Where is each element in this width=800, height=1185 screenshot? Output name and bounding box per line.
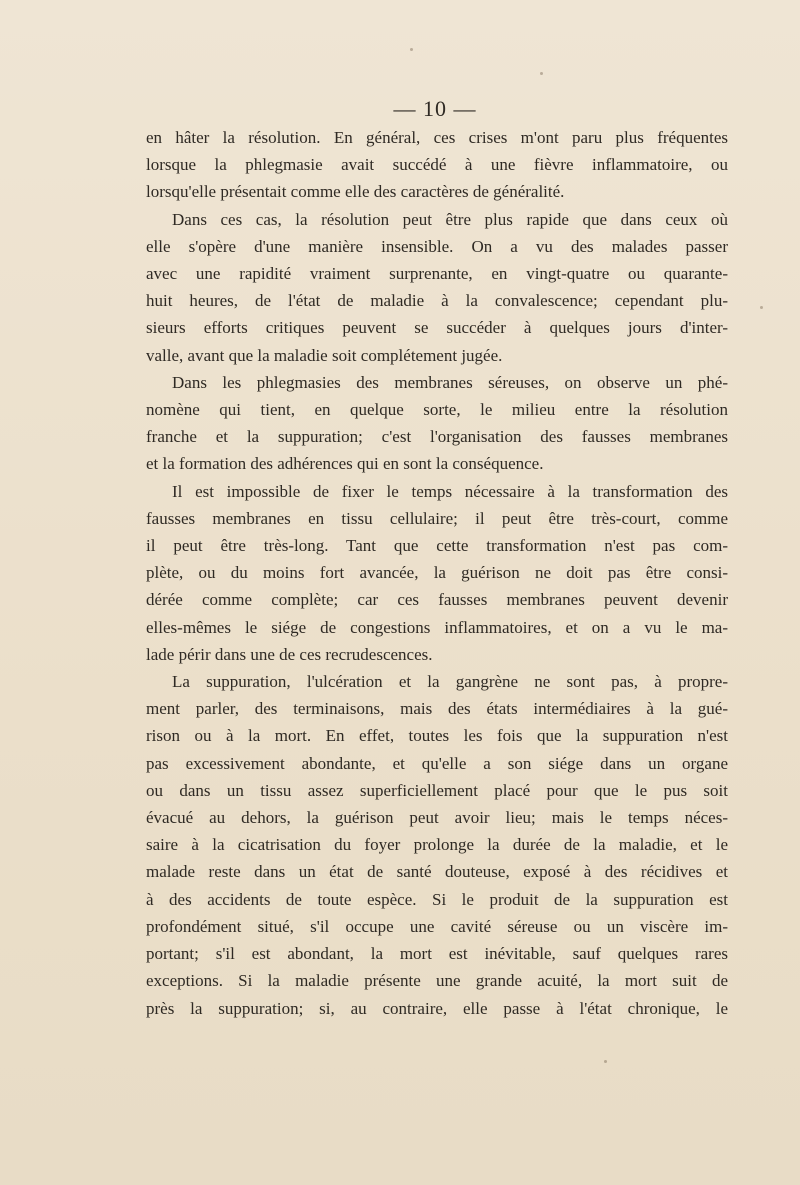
text-line: en hâter la résolution. En général, ces crises m'ont paru plus fréquentes: [146, 128, 728, 147]
text-line: lade périr dans une de ces recrudescences.: [146, 644, 433, 664]
body-text: [146, 124, 728, 1022]
text-line: près la suppuration; si, au contraire, elle passe à l'état chronique, le: [146, 998, 728, 1018]
text-line: Dans les phlegmasies des membranes séreuses, on observe un phé-: [172, 372, 728, 392]
text-line: profondément situé, s'il occupe une cavité séreuse ou un viscère im-: [146, 916, 728, 936]
paper-speck: [540, 72, 543, 75]
page-number: — 10 —: [393, 96, 477, 121]
text-line: il peut être très-long. Tant que cette transformation n'est pas com-: [146, 536, 728, 556]
text-line: Dans ces cas, la résolution peut être plus rapide que dans ceux où: [172, 209, 728, 229]
text-line: dérée comme complète; car ces fausses membranes peuvent devenir: [146, 590, 728, 610]
text-line: elles-mêmes le siége de congestions inflammatoires, et on a vu le ma-: [146, 617, 728, 637]
text-line: lorsqu'elle présentait comme elle des caractères de généralité.: [146, 182, 565, 202]
text-line: nomène qui tient, en quelque sorte, le milieu entre la résolution: [146, 400, 728, 420]
text-line: lorsque la phlegmasie avait succédé à une fièvre inflammatoire, ou: [146, 155, 728, 175]
text-line: rison ou à la mort. En effet, toutes les fois que la suppuration n'est: [146, 726, 728, 746]
paper-speck: [604, 1060, 607, 1063]
text-line: franche et la suppuration; c'est l'organisation des fausses membranes: [146, 427, 728, 447]
text-line: exceptions. Si la maladie présente une grande acuité, la mort suit de: [146, 971, 728, 991]
text-line: avec une rapidité vraiment surprenante, en vingt-quatre ou quarante-: [146, 264, 728, 284]
text-line: huit heures, de l'état de maladie à la convalescence; cependant plu-: [146, 291, 728, 311]
text-line: ou dans un tissu assez superficiellement placé pour que le pus soit: [146, 780, 728, 800]
text-line: La suppuration, l'ulcération et la gangrène ne sont pas, à propre-: [172, 672, 728, 692]
text-line: pas excessivement abondante, et qu'elle a son siége dans un organe: [146, 753, 728, 773]
text-line: et la formation des adhérences qui en sont la conséquence.: [146, 454, 544, 474]
text-line: à des accidents de toute espèce. Si le produit de la suppuration est: [146, 889, 728, 909]
text-line: saire à la cicatrisation du foyer prolonge la durée de la maladie, et le: [146, 835, 728, 855]
text-line: Il est impossible de fixer le temps nécessaire à la transformation des: [172, 481, 728, 501]
text-line: elle s'opère d'une manière insensible. On a vu des malades passer: [146, 236, 728, 256]
paper-speck: [410, 48, 413, 51]
text-line: malade reste dans un état de santé douteuse, exposé à des récidives et: [146, 862, 728, 882]
text-line: fausses membranes en tissu cellulaire; il peut être très-court, comme: [146, 508, 728, 528]
text-line: sieurs efforts critiques peuvent se succéder à quelques jours d'inter-: [146, 318, 728, 338]
text-line: évacué au dehors, la guérison peut avoir lieu; mais le temps néces-: [146, 808, 728, 828]
text-line: ment parler, des terminaisons, mais des états intermédiaires à la gué-: [146, 699, 728, 719]
text-line: portant; s'il est abondant, la mort est inévitable, sauf quelques rares: [146, 944, 728, 964]
text-line: valle, avant que la maladie soit complétement jugée.: [146, 345, 503, 365]
text-line: plète, ou du moins fort avancée, la guérison ne doit pas être consi-: [146, 563, 728, 583]
paper-speck: [760, 306, 763, 309]
